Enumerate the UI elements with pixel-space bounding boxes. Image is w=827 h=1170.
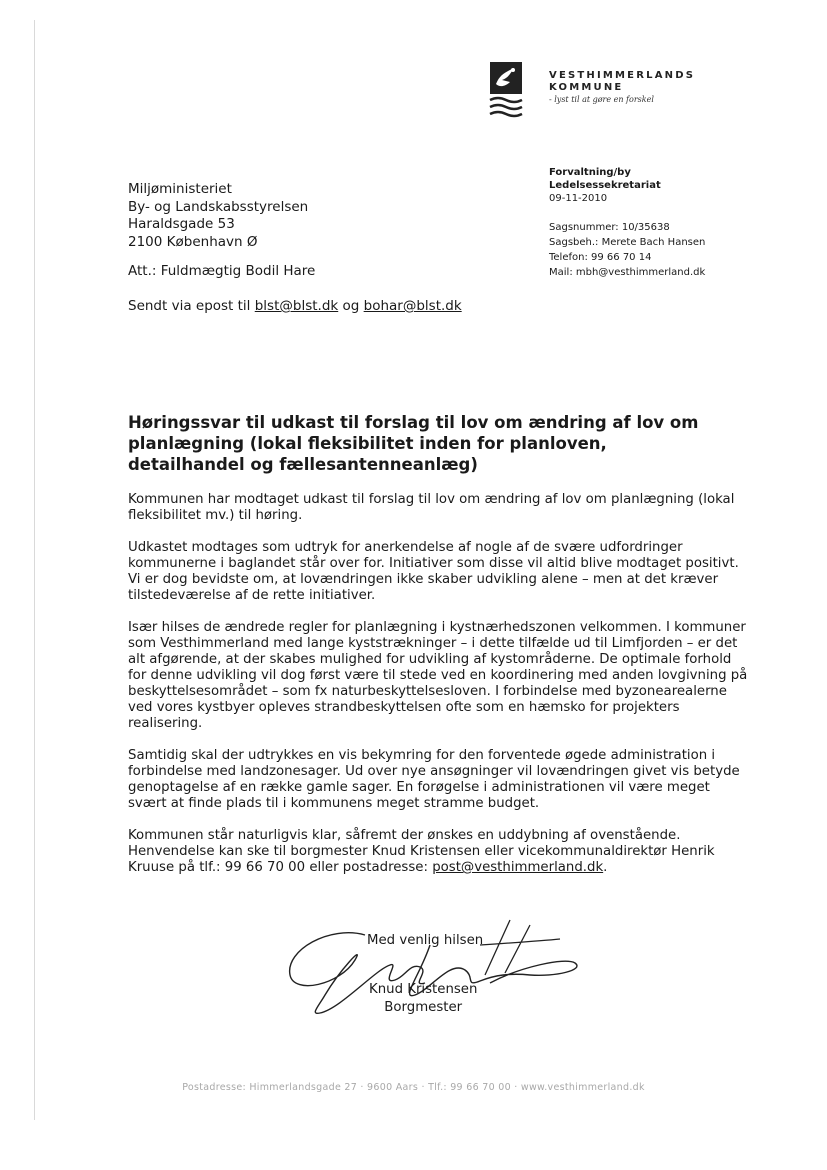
- org-name-line2: KOMMUNE: [549, 82, 624, 93]
- case-phone: Telefon: 99 66 70 14: [549, 252, 652, 263]
- sent-middle: og: [338, 298, 364, 314]
- recipient-line: 2100 København Ø: [128, 233, 258, 250]
- org-slogan: - lyst til at gøre en forskel: [549, 95, 654, 104]
- case-number: Sagsnummer: 10/35638: [549, 222, 670, 233]
- signer-title: Borgmester: [384, 1000, 463, 1015]
- letter-heading: Høringssvar til udkast til forslag til lov om ændring af lov om planlægning (lokal fleksibilitet inden for planloven, detailhandel og fællesantenneanlæg): [128, 413, 699, 474]
- body-paragraph: Især hilses de ændrede regler for planlægning i kystnærhedszonen velkommen. I kommuner som Vesthimmerland med lange kyststrækninger – i dette tilfælde ud til Limfjorden – er det alt afgørende, at der skabes mulighed for udvikling af kystområderne. De optimale forhold for denne udvikling vil dog først være til stede ved en koordinering med anden lovgivning på beskyttelsesområdet – som fx naturbeskyttelsesloven. I forbindelse med byzonearealerne ved vores kystbyer opleves strandbeskyttelsen ofte som en hæmsko for projekters realisering.: [128, 620, 748, 731]
- department-name: Forvaltning/by: [549, 167, 631, 178]
- department-block: [549, 166, 661, 205]
- body-paragraph: Udkastet modtages som udtryk for anerkendelse af nogle af de svære udfordringer kommunerne i baglandet står over for. Initiativer som disse vil altid blive modtaget positivt. Vi er dog bevidste om, at lovændringen ikke skaber udvikling alene – men at det kræver tilstedeværelse af de rette initiativer.: [128, 540, 739, 603]
- signer-block: [369, 981, 477, 1017]
- case-meta: [549, 220, 705, 280]
- sent-via-line: [128, 298, 462, 314]
- body-paragraph: [128, 828, 748, 876]
- recipient-line: Haraldsgade 53: [128, 216, 235, 232]
- letter-date: 09-11-2010: [549, 193, 608, 204]
- recipient-line: By- og Landskabsstyrelsen: [128, 198, 309, 215]
- email-link-bohar[interactable]: bohar@blst.dk: [363, 298, 462, 314]
- letter-body: [128, 492, 748, 892]
- contact-text: Kommunen står naturligvis klar, såfremt der ønskes en uddybning af ovenstående. Henvendelse kan ske til borgmester Knud Kristensen eller vicekommunaldirektør Henrik Kruuse på tlf.: 99 66 70 00 eller postadresse:: [128, 828, 715, 875]
- case-mail: Mail: mbh@vesthimmerland.dk: [549, 267, 706, 278]
- body-paragraph: Kommunen har modtaget udkast til forslag til lov om ændring af lov om planlægning (lokal fleksibilitet mv.) til høring.: [128, 492, 735, 523]
- org-name-line1: VESTHIMMERLANDS: [549, 70, 696, 81]
- letterhead: [549, 70, 695, 104]
- closing-greeting: Med venlig hilsen: [367, 933, 484, 948]
- sent-prefix: Sendt via epost til: [128, 298, 255, 314]
- attention-line: Att.: Fuldmægtig Bodil Hare: [128, 263, 316, 279]
- municipal-crest-bird-icon: [488, 60, 524, 120]
- page-margin-line: [34, 20, 35, 1120]
- recipient-line: Miljøministeriet: [128, 181, 232, 197]
- recipient-address: [128, 181, 308, 251]
- department-unit: Ledelsessekretariat: [549, 180, 661, 191]
- case-officer: Sagsbeh.: Merete Bach Hansen: [549, 237, 706, 248]
- signer-name: Knud Kristensen: [369, 982, 478, 997]
- email-link-post[interactable]: post@vesthimmerland.dk: [432, 860, 604, 875]
- page-footer: Postadresse: Himmerlandsgade 27 · 9600 Aars · Tlf.: 99 66 70 00 · www.vesthimmerland.dk: [182, 1082, 645, 1093]
- body-paragraph: Samtidig skal der udtrykkes en vis bekymring for den forventede øgede administration i forbindelse med landzonesager. Ud over nye ansøgninger vil lovændringen givet vis betyde genoptagelse af en række gamle sager. En forøgelse i administrationen vil være meget svært at finde plads til i kommunens meget stramme budget.: [128, 748, 740, 811]
- email-link-blst[interactable]: blst@blst.dk: [254, 298, 339, 314]
- contact-end: .: [603, 860, 608, 875]
